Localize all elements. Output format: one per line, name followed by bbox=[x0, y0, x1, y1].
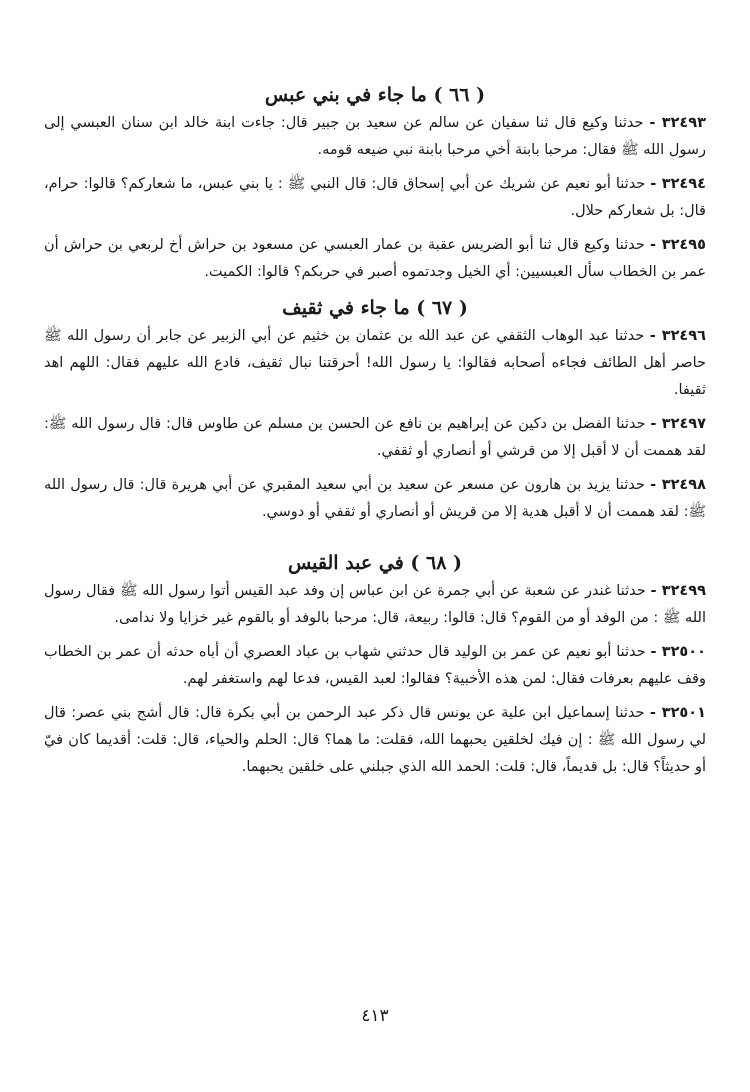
hadith-number: ٣٢٤٩٣ - bbox=[649, 115, 706, 131]
hadith-number: ٣٢٤٩٤ - bbox=[650, 176, 706, 192]
section-abd-al-qays bbox=[44, 548, 706, 781]
section-thaqif bbox=[44, 293, 706, 526]
hadith-number: ٣٢٤٩٩ - bbox=[650, 583, 706, 599]
book-page bbox=[44, 80, 706, 1052]
hadith-number: ٣٢٤٩٨ - bbox=[650, 477, 706, 493]
section-heading: ( ٦٧ ) ما جاء في ثقيف bbox=[282, 297, 468, 319]
hadith-32497 bbox=[44, 411, 706, 465]
hadith-32501 bbox=[44, 700, 706, 781]
hadith-number: ٣٢٤٩٥ - bbox=[650, 237, 706, 253]
hadith-text: حدثنا وكيع قال ثنا سفيان عن سالم عن سعيد بن جبير قال: جاءت ابنة خالد ابن سنان العبسي إلى رسول الله ﷺ فقال: مرحبا بابنة أخي مرحبا بابنة نبي ضيعه قومه. bbox=[44, 115, 706, 158]
hadith-32494 bbox=[44, 171, 706, 225]
hadith-number: ٣٢٥٠٠ - bbox=[650, 644, 706, 660]
hadith-text: حدثنا إسماعيل ابن علية عن يونس قال ذكر عبد الرحمن بن أبي بكرة قال: قال أشج بني عصر: قال لي رسول الله ﷺ : إن فيك لخلقين يحبهما الله، فقلت: ما هما؟ قال: الحلم والحياء، قال: قلت: أقديما كان فيّ أو حديثاً؟ قال: بل قديماً، قال: قلت: الحمد الله الذي جبلني على خلقين يحبهما. bbox=[44, 705, 706, 775]
section-heading: ( ٦٨ ) في عبد القيس bbox=[287, 552, 463, 574]
hadith-32493 bbox=[44, 110, 706, 164]
hadith-32495 bbox=[44, 232, 706, 286]
hadith-number: ٣٢٤٩٧ - bbox=[650, 416, 707, 432]
hadith-number: ٣٢٥٠١ - bbox=[649, 705, 706, 721]
hadith-text: حدثنا الفضل بن دكين عن إبراهيم بن نافع عن الحسن بن مسلم عن طاوس قال: قال رسول الله ﷺ: لقد هممت أن لا أقبل إلا من قرشي أو أنصاري أو ثقفي. bbox=[44, 416, 706, 459]
hadith-32496 bbox=[44, 323, 706, 404]
section-bani-abs bbox=[44, 80, 706, 286]
hadith-text: حدثنا يزيد بن هارون عن مسعر عن سعيد بن أبي سعيد المقبري عن أبي هريرة قال: قال رسول الله ﷺ: لقد هممت أن لا أقبل هدية إلا من قريش أو أنصاري أو ثقفي أو دوسي. bbox=[44, 477, 706, 520]
page-number: ٤١٣ bbox=[361, 1006, 389, 1026]
hadith-32498 bbox=[44, 472, 706, 526]
hadith-text: حدثنا وكيع قال ثنا أبو الضريس عقبة بن عمار العبسي عن مسعود بن حراش أخ لربعي بن حراش أن عمر بن الخطاب سأل العبسيين: أي الخيل وجدتموه أصبر في حربكم؟ قالوا: الكميت. bbox=[44, 237, 706, 280]
hadith-text: حدثنا أبو نعيم عن شريك عن أبي إسحاق قال: قال النبي ﷺ : يا بني عبس، ما شعاركم؟ قالوا: حرام، قال: بل شعاركم حلال. bbox=[44, 176, 706, 219]
hadith-text: حدثنا عبد الوهاب الثقفي عن عبد الله بن عثمان بن خثيم عن أبي الزبير عن جابر أن رسول الله ﷺ حاصر أهل الطائف فجاءه أصحابه فقالوا: يا رسول الله! أحرقتنا نبال ثقيف، فادع الله عليهم فقال: اللهم اهد ثقيفا. bbox=[44, 328, 706, 398]
hadith-text: حدثنا أبو نعيم عن عمر بن الوليد قال حدثني شهاب بن عباد العصري أن أباه حدثه أن عمر بن الخطاب وقف عليهم بعرفات فقال: لمن هذه الأخبية؟ فقالوا: لعبد القيس، فدعا لهم واستغفر لهم. bbox=[44, 644, 706, 687]
hadith-32500 bbox=[44, 639, 706, 693]
hadith-text: حدثنا غندر عن شعبة عن أبي جمرة عن ابن عباس إن وفد عبد القيس أتوا رسول الله ﷺ فقال رسول الله ﷺ : من الوفد أو من القوم؟ قال: قالوا: ربيعة، قال: مرحبا بالوفد أو بالقوم غير خزايا ولا ندامى. bbox=[44, 583, 706, 626]
hadith-32499 bbox=[44, 578, 706, 632]
section-heading: ( ٦٦ ) ما جاء في بني عبس bbox=[264, 84, 486, 106]
hadith-number: ٣٢٤٩٦ - bbox=[649, 328, 706, 344]
